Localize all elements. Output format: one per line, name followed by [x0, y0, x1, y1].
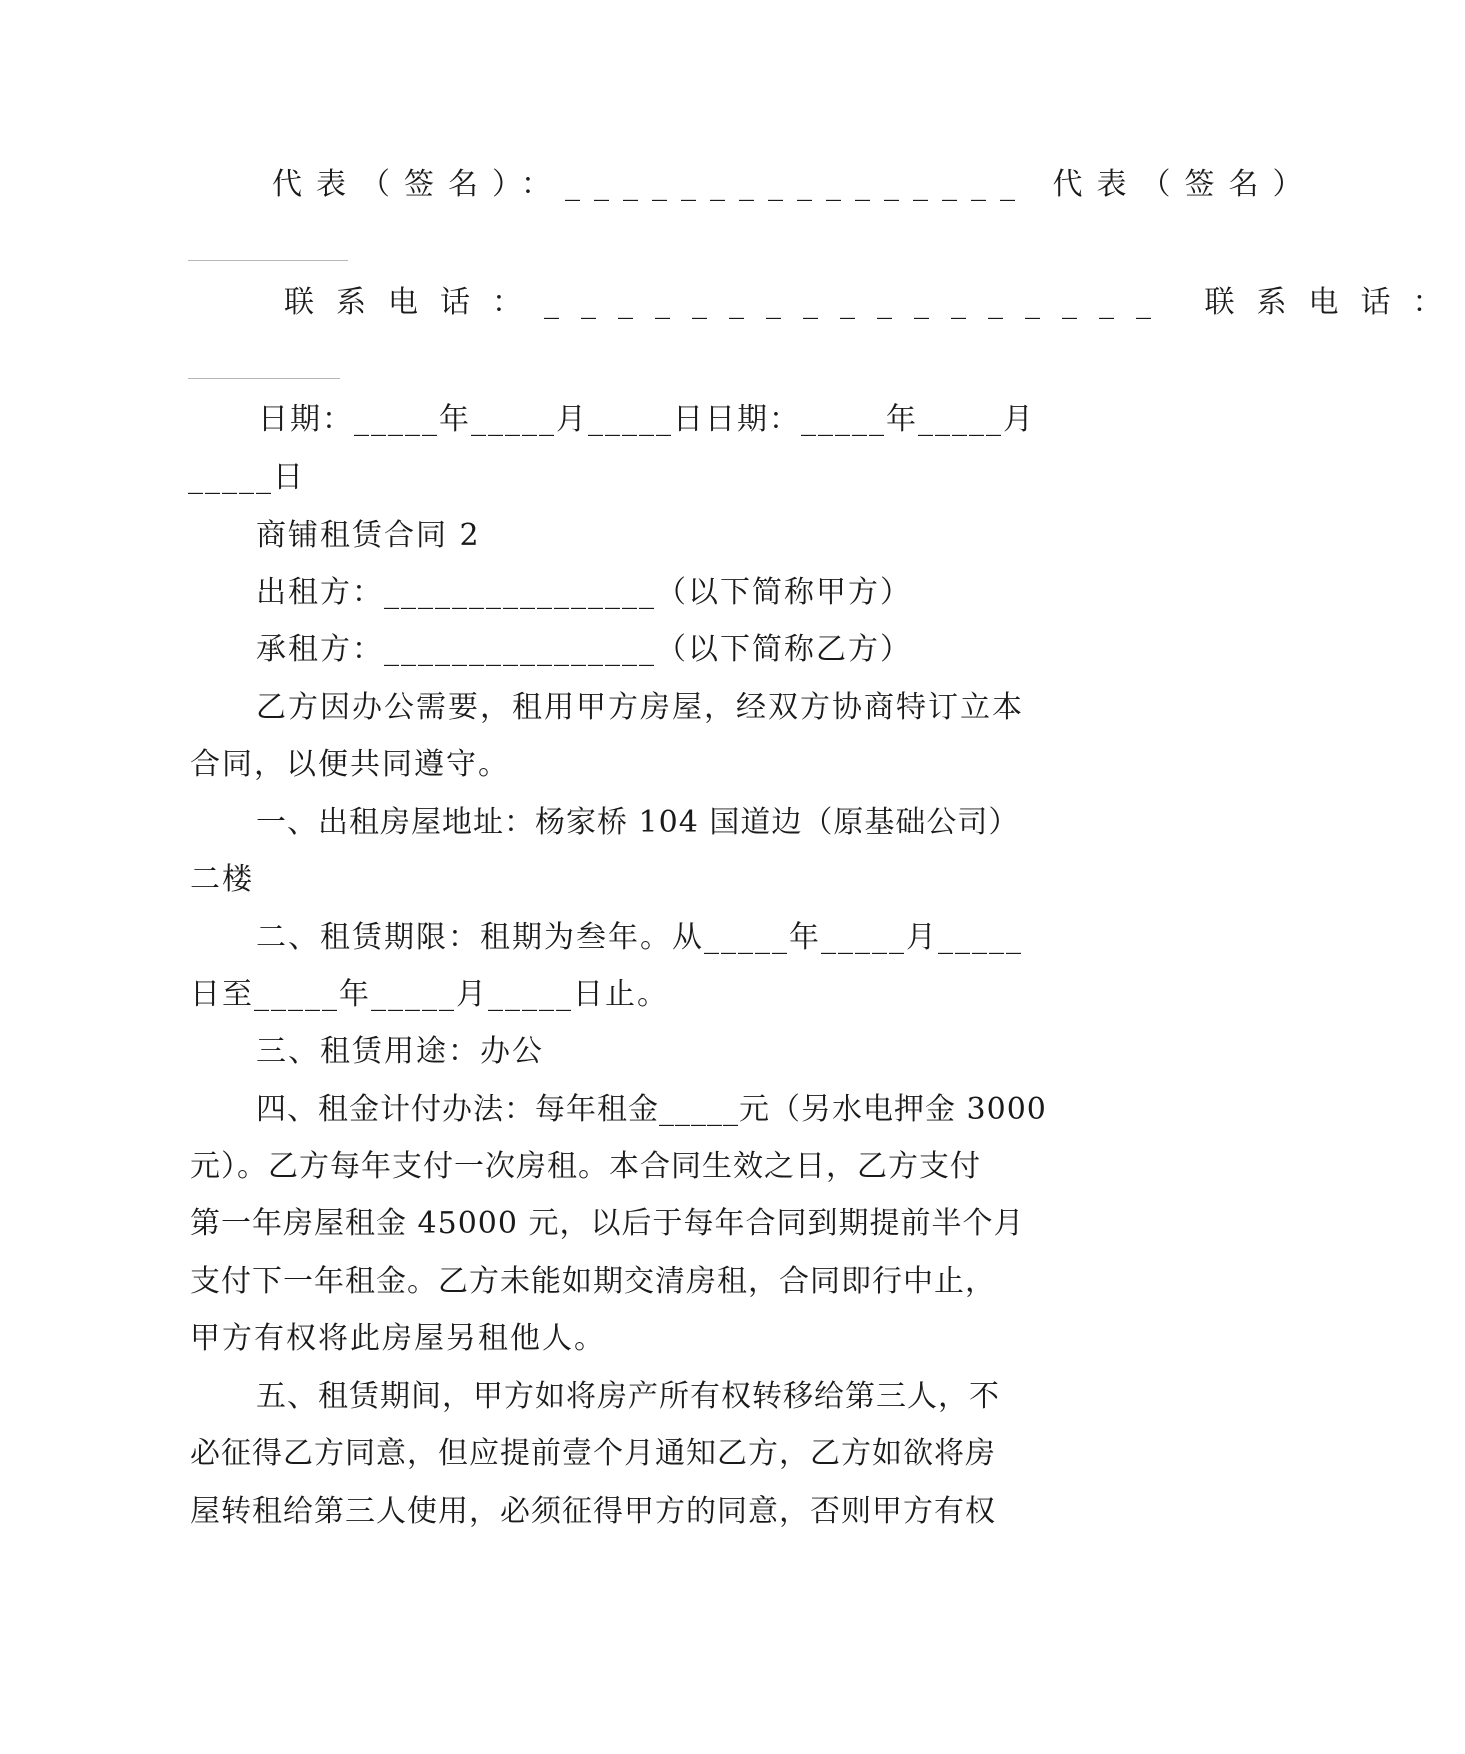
lessor-line: 出租方：________________（以下简称甲方）: [256, 575, 912, 610]
lessee-line: 承租方：________________（以下简称乙方）: [256, 632, 912, 667]
intro-paragraph: 乙方因办公需要，租用甲方房屋，经双方协商特订立本: [256, 690, 1024, 725]
clause-2: 二、租赁期限：租期为叁年。从_____年_____月_____: [256, 920, 1023, 955]
clause-5-cont-1: 必征得乙方同意，但应提前壹个月通知乙方，乙方如欲将房: [190, 1436, 996, 1471]
phone-blank: ___________________: [188, 360, 340, 379]
clause-4-cont-1: 元）。乙方每年支付一次房租。本合同生效之日，乙方支付: [190, 1149, 981, 1184]
clause-2-cont: 日至_____年_____月_____日止。: [190, 977, 669, 1012]
clause-3: 三、租赁用途：办公: [256, 1034, 544, 1069]
clause-4-cont-2: 第一年房屋租金 45000 元，以后于每年合同到期提前半个月: [190, 1206, 1025, 1241]
contract-title: 商铺租赁合同 2: [256, 518, 481, 553]
date-line: 日期：_____年_____月_____日日期：_____年_____月: [258, 402, 1035, 437]
clause-4: 四、租金计付办法：每年租金_____元（另水电押金 3000: [256, 1092, 1047, 1127]
signature-blank-1: ____________________: [188, 242, 348, 261]
clause-5: 五、租赁期间，甲方如将房产所有权转移给第三人，不: [256, 1379, 1000, 1414]
clause-1: 一、出租房屋地址：杨家桥 104 国道边（原基础公司）: [256, 805, 1020, 840]
clause-5-cont-2: 屋转租给第三人使用，必须征得甲方的同意，否则甲方有权: [190, 1494, 996, 1529]
clause-1-cont: 二楼: [190, 862, 254, 897]
signature-line-1: 代表（签名）：________________ 代表（签名）: [272, 167, 1317, 202]
phone-line: 联系电话：_________________ 联系电话：: [284, 285, 1465, 320]
date-line-cont: _____日: [188, 460, 305, 495]
clause-4-cont-3: 支付下一年租金。乙方未能如期交清房租，合同即行中止，: [190, 1264, 996, 1299]
intro-paragraph-cont: 合同，以便共同遵守。: [190, 747, 510, 782]
clause-4-cont-4: 甲方有权将此房屋另租他人。: [190, 1321, 606, 1356]
